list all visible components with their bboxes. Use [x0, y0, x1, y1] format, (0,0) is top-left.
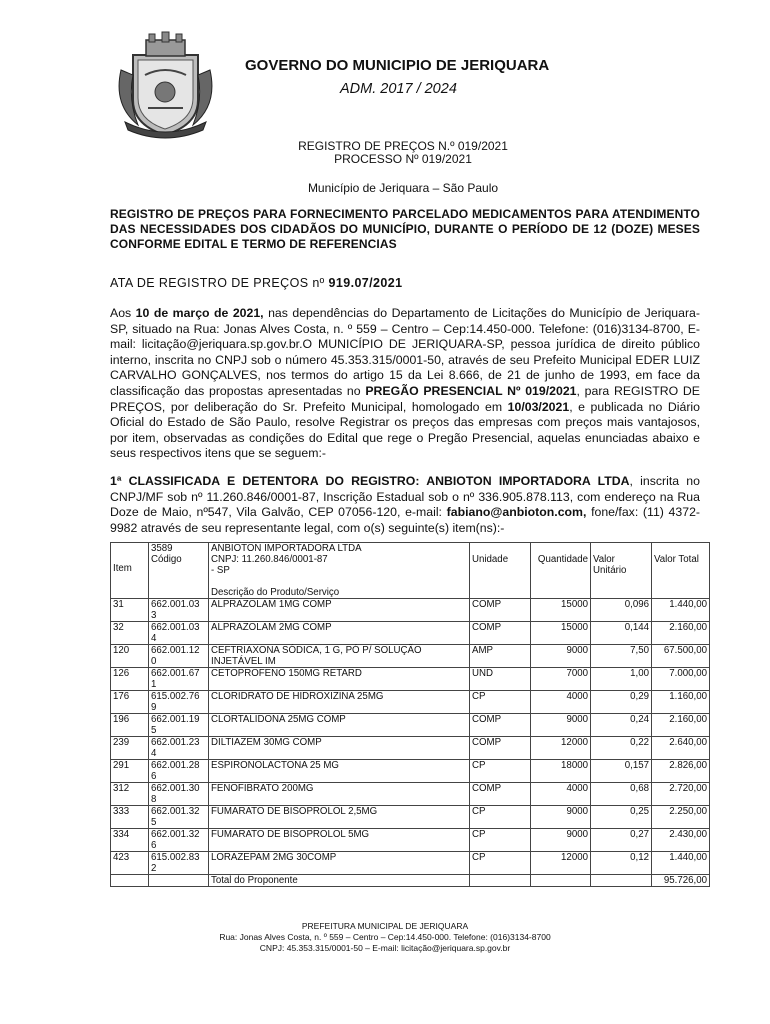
item-cell-text: 291: [113, 760, 130, 771]
registro-number: REGISTRO DE PREÇOS N.º 019/2021: [298, 139, 508, 153]
unidade-cell: [470, 829, 531, 852]
municipal-crest: [113, 30, 218, 140]
header-quantidade: [531, 543, 591, 599]
codigo-cell-text: 662.001.12: [151, 645, 200, 656]
quantidade-cell: [531, 760, 591, 783]
total-value: 95.726,00: [652, 875, 710, 887]
description-cell: [209, 668, 470, 691]
item-cell: [111, 599, 149, 622]
table-row: [111, 829, 710, 852]
items-table: [110, 542, 710, 887]
codigo-cell-text-continued: 5: [151, 817, 157, 828]
table-row: [111, 737, 710, 760]
quantidade-cell-text: 18000: [561, 760, 588, 771]
table-row: [111, 645, 710, 668]
unidade-cell-text: CP: [472, 806, 486, 817]
description-cell-text: FUMARATO DE BISOPROLOL 2,5MG: [211, 806, 378, 817]
valor-total-cell-text: 2.430,00: [669, 829, 707, 840]
valor-total-cell: [652, 783, 710, 806]
valor-unitario-cell: [591, 599, 652, 622]
valor-total-cell: [652, 691, 710, 714]
quantidade-cell: [531, 599, 591, 622]
p1-homolog-date: 10/03/2021: [507, 399, 570, 414]
p2-text-a: , inscrita no CNPJ/MF sob nº 11.260.846/0001-87, Inscrição Estadual sob o nº 336.905.878.113, com endereço na Rua Doze de Maio, nº547, Vila Galvão, CEP 07056-120, e-mail:: [110, 474, 700, 520]
description-cell: [209, 829, 470, 852]
description-cell: [209, 645, 470, 668]
quantidade-cell: [531, 852, 591, 875]
quantidade-cell-text: 9000: [566, 645, 588, 656]
codigo-cell: [149, 783, 209, 806]
codigo-cell: [149, 737, 209, 760]
description-cell-text: DILTIAZEM 30MG COMP: [211, 737, 322, 748]
valor-unitario-cell: [591, 691, 652, 714]
footer-address: Rua: Jonas Alves Costa, n. º 559 – Centro – Cep:14.450-000. Telefone: (016)3134-8700: [219, 932, 551, 942]
description-cell-text: CLORIDRATO DE HIDROXIZINA 25MG: [211, 691, 384, 702]
codigo-cell-text: 662.001.03: [151, 599, 200, 610]
table-row: [111, 760, 710, 783]
codigo-cell: [149, 691, 209, 714]
header-description: [209, 543, 470, 599]
valor-total-cell: [652, 622, 710, 645]
valor-total-cell: [652, 806, 710, 829]
item-cell: [111, 806, 149, 829]
description-cell: [209, 599, 470, 622]
valor-unitario-cell: [591, 737, 652, 760]
description-cell-text: ALPRAZOLAM 2MG COMP: [211, 622, 332, 633]
unidade-cell-text: UND: [472, 668, 493, 679]
quantidade-cell: [531, 737, 591, 760]
quantidade-cell-text: 12000: [561, 737, 588, 748]
valor-total-cell-text: 2.160,00: [669, 714, 707, 725]
codigo-cell-text: 615.002.83: [151, 852, 200, 863]
valor-unitario-cell: [591, 668, 652, 691]
unidade-cell: [470, 714, 531, 737]
total-empty-6: [591, 875, 652, 887]
item-cell: [111, 668, 149, 691]
header-unidade-label: Unidade: [472, 554, 509, 565]
valor-unitario-cell: [591, 806, 652, 829]
description-cell: [209, 806, 470, 829]
unidade-cell-text: COMP: [472, 622, 502, 633]
description-cell-text: ALPRAZOLAM 1MG COMP: [211, 599, 332, 610]
description-cell-text: CLORTALIDONA 25MG COMP: [211, 714, 346, 725]
description-cell: [209, 622, 470, 645]
codigo-cell: [149, 599, 209, 622]
valor-total-cell: [652, 829, 710, 852]
unidade-cell-text: COMP: [472, 737, 502, 748]
header-codigo: [149, 543, 209, 599]
header-company: ANBIOTON IMPORTADORA LTDA: [211, 543, 362, 554]
valor-unitario-cell-text: 0,29: [630, 691, 649, 702]
description-cell-text: ESPIRONOLACTONA 25 MG: [211, 760, 339, 771]
codigo-cell-text-continued: 0: [151, 656, 157, 667]
header-unitario-label: Unitário: [593, 565, 627, 576]
codigo-cell: [149, 645, 209, 668]
total-empty-2: [149, 875, 209, 887]
quantidade-cell: [531, 783, 591, 806]
footer-title: PREFEITURA MUNICIPAL DE JERIQUARA: [301, 921, 469, 931]
p2-email: fabiano@anbioton.com,: [446, 505, 587, 520]
header-valor-unitario: [591, 543, 652, 599]
item-cell: [111, 783, 149, 806]
administration-period: ADM. 2017 / 2024: [340, 81, 457, 97]
codigo-cell-text-continued: 8: [151, 794, 157, 805]
quantidade-cell: [531, 645, 591, 668]
quantidade-cell-text: 15000: [561, 622, 588, 633]
valor-total-cell: [652, 737, 710, 760]
valor-total-cell: [652, 668, 710, 691]
table-row: [111, 691, 710, 714]
total-empty-4: [470, 875, 531, 887]
unidade-cell: [470, 645, 531, 668]
description-cell: [209, 783, 470, 806]
codigo-cell-text: 662.001.03: [151, 622, 200, 633]
table-row: [111, 714, 710, 737]
table-row: [111, 599, 710, 622]
unidade-cell-text: AMP: [472, 645, 493, 656]
codigo-cell-text-continued: 6: [151, 840, 157, 851]
valor-unitario-cell-text: 0,12: [630, 852, 649, 863]
valor-total-cell-text: 2.720,00: [669, 783, 707, 794]
classification-paragraph: [110, 474, 700, 536]
valor-total-cell: [652, 645, 710, 668]
valor-unitario-cell-text: 0,27: [630, 829, 649, 840]
unidade-cell-text: COMP: [472, 783, 502, 794]
total-empty-5: [531, 875, 591, 887]
ata-number: 919.07/2021: [328, 276, 403, 290]
item-cell: [111, 622, 149, 645]
codigo-cell: [149, 714, 209, 737]
codigo-cell-text: 662.001.19: [151, 714, 200, 725]
valor-total-cell-text: 1.160,00: [669, 691, 707, 702]
item-cell: [111, 829, 149, 852]
unidade-cell-text: CP: [472, 852, 486, 863]
description-cell-text: CEFTRIAXONA SÓDICA, 1 G, PÓ P/ SOLUÇÃO: [211, 645, 422, 656]
table-row: [111, 668, 710, 691]
header-item-label: Item: [113, 563, 132, 574]
valor-unitario-cell: [591, 783, 652, 806]
valor-total-cell-text: 2.160,00: [669, 622, 707, 633]
quantidade-cell-text: 9000: [566, 714, 588, 725]
description-cell: [209, 691, 470, 714]
valor-unitario-cell: [591, 760, 652, 783]
unidade-cell: [470, 599, 531, 622]
p1-text-b: nas dependências do Departamento de Licitações do Município de Jeriquara-SP, situado na Rua: Jonas Alves Costa, n. º 559 – Centro – Cep:14.450-000. Telefone: (016)3134-8700, E-mail: licitação@jeriquara.sp.gov.br.O MUNICÍPIO DE JERIQUARA-SP, pessoa jurídica de direito público interno, inscrita no CNPJ sob o número 45.353.315/0001-50, através de seu Prefeito Municipal EDER LUIZ CARVALHO GONÇALVES, nos termos do artigo 15 da Lei 8.666, de 21 de junho de 1993, em face da classificação das propostas apresentadas no: [110, 306, 700, 398]
item-cell: [111, 691, 149, 714]
quantidade-cell: [531, 691, 591, 714]
subject-heading: REGISTRO DE PREÇOS PARA FORNECIMENTO PARCELADO MEDICAMENTOS PARA ATENDIMENTO DAS NECESSIDADES DOS CIDADÃOS DO MUNICÍPIO, DURANTE O PERÍODO DE 12 (DOZE) MESES CONFORME EDITAL E TERMO DE REFERENCIAS: [110, 207, 700, 251]
unidade-cell-text: COMP: [472, 599, 502, 610]
quantidade-cell-text: 15000: [561, 599, 588, 610]
valor-unitario-cell-text: 0,144: [624, 622, 649, 633]
valor-total-cell-text: 1.440,00: [669, 852, 707, 863]
quantidade-cell-text: 9000: [566, 829, 588, 840]
codigo-cell-text: 662.001.28: [151, 760, 200, 771]
header-codigo-label: Código: [151, 554, 182, 565]
total-label: Total do Proponente: [209, 875, 470, 887]
item-cell-text: 120: [113, 645, 130, 656]
table-row: [111, 622, 710, 645]
valor-unitario-cell-text: 1,00: [630, 668, 649, 679]
header-number: 3589: [151, 543, 173, 554]
valor-unitario-cell-text: 0,22: [630, 737, 649, 748]
codigo-cell: [149, 760, 209, 783]
header-qtd-label: Quantidade: [537, 554, 588, 565]
quantidade-cell: [531, 622, 591, 645]
table-row: [111, 783, 710, 806]
table-total-row: [111, 875, 710, 887]
unidade-cell: [470, 622, 531, 645]
footer-contact: CNPJ: 45.353.315/0001-50 – E-mail: licitação@jeriquara.sp.gov.br: [259, 943, 511, 953]
codigo-cell: [149, 852, 209, 875]
item-cell-text: 196: [113, 714, 130, 725]
unidade-cell: [470, 737, 531, 760]
header-unidade: [470, 543, 531, 599]
valor-total-cell-text: 2.250,00: [669, 806, 707, 817]
government-title: GOVERNO DO MUNICIPIO DE JERIQUARA: [245, 57, 550, 74]
codigo-cell: [149, 668, 209, 691]
valor-total-cell: [652, 760, 710, 783]
description-cell-text: FUMARATO DE BISOPROLOL 5MG: [211, 829, 370, 840]
unidade-cell: [470, 668, 531, 691]
header-valor-total: [652, 543, 710, 599]
item-cell-text: 334: [113, 829, 130, 840]
unidade-cell-text: COMP: [472, 714, 502, 725]
valor-total-cell: [652, 852, 710, 875]
codigo-cell-text-continued: 4: [151, 633, 157, 644]
unidade-cell-text: CP: [472, 691, 486, 702]
p1-text-c: , para REGISTRO DE PREÇOS, por deliberação do Sr. Prefeito Municipal, homologado em: [110, 383, 700, 414]
valor-unitario-cell-text: 0,24: [630, 714, 649, 725]
item-cell: [111, 737, 149, 760]
table-row: [111, 852, 710, 875]
valor-unitario-cell-text: 0,68: [630, 783, 649, 794]
quantidade-cell-text: 9000: [566, 806, 588, 817]
unidade-cell-text: CP: [472, 760, 486, 771]
description-cell: [209, 852, 470, 875]
description-cell: [209, 714, 470, 737]
p1-pregao: PREGÃO PRESENCIAL Nº 019/2021: [365, 383, 577, 398]
p2-text-b: fone/fax: (11) 4372-9982 através de seu representante legal, com o(s) seguinte(s) item(ns):-: [110, 505, 701, 535]
valor-total-cell-text: 7.000,00: [669, 668, 707, 679]
codigo-cell-text-continued: 9: [151, 702, 157, 713]
item-cell-text: 239: [113, 737, 130, 748]
ata-title: [110, 276, 402, 290]
valor-unitario-cell-text: 7,50: [630, 645, 649, 656]
item-cell-text: 333: [113, 806, 130, 817]
item-cell-text: 312: [113, 783, 130, 794]
description-cell-text: LORAZEPAM 2MG 30COMP: [211, 852, 337, 863]
municipio-line: Município de Jeriquara – São Paulo: [307, 181, 499, 195]
valor-unitario-cell: [591, 852, 652, 875]
unidade-cell: [470, 783, 531, 806]
ata-prefix: ATA DE REGISTRO DE PREÇOS nº: [110, 276, 329, 290]
quantidade-cell-text: 7000: [566, 668, 588, 679]
item-cell-text: 126: [113, 668, 130, 679]
codigo-cell-text-continued: 6: [151, 771, 157, 782]
codigo-cell-text: 662.001.23: [151, 737, 200, 748]
valor-total-cell: [652, 714, 710, 737]
valor-total-cell-text: 2.640,00: [669, 737, 707, 748]
codigo-cell-text-continued: 2: [151, 863, 157, 874]
codigo-cell-text-continued: 3: [151, 610, 157, 621]
unidade-cell: [470, 760, 531, 783]
valor-total-cell-text: 67.500,00: [663, 645, 707, 656]
item-cell-text: 176: [113, 691, 130, 702]
description-cell: [209, 760, 470, 783]
description-cell: [209, 737, 470, 760]
codigo-cell-text: 662.001.30: [151, 783, 200, 794]
quantidade-cell: [531, 829, 591, 852]
intro-paragraph: [110, 306, 700, 462]
item-cell: [111, 714, 149, 737]
table-header-row: [111, 543, 710, 599]
codigo-cell: [149, 622, 209, 645]
p1-date: 10 de março de 2021,: [135, 306, 264, 320]
unidade-cell: [470, 806, 531, 829]
header-item: [111, 543, 149, 599]
header-valor-label: Valor: [593, 554, 615, 565]
item-cell-text: 423: [113, 852, 130, 863]
header-total-label: Valor Total: [654, 554, 699, 565]
unidade-cell-text: CP: [472, 829, 486, 840]
quantidade-cell-text: 12000: [561, 852, 588, 863]
description-cell-text-continued: INJETÁVEL IM: [211, 656, 276, 667]
item-cell: [111, 852, 149, 875]
valor-unitario-cell: [591, 829, 652, 852]
quantidade-cell-text: 4000: [566, 691, 588, 702]
item-cell-text: 31: [113, 599, 124, 610]
codigo-cell-text-continued: 4: [151, 748, 157, 759]
valor-total-cell-text: 1.440,00: [669, 599, 707, 610]
header-sp: - SP: [211, 565, 230, 576]
total-empty-1: [111, 875, 149, 887]
valor-unitario-cell: [591, 645, 652, 668]
quantidade-cell: [531, 714, 591, 737]
table-row: [111, 806, 710, 829]
description-cell-text: CETOPROFENO 150MG RETARD: [211, 668, 362, 679]
item-cell: [111, 645, 149, 668]
valor-unitario-cell-text: 0,157: [624, 760, 649, 771]
valor-unitario-cell-text: 0,096: [624, 599, 649, 610]
unidade-cell: [470, 691, 531, 714]
quantidade-cell: [531, 806, 591, 829]
codigo-cell-text: 662.001.32: [151, 806, 200, 817]
header-desc-label: Descrição do Produto/Serviço: [211, 587, 340, 598]
p2-company-heading: 1ª CLASSIFICADA E DETENTORA DO REGISTRO: ANBIOTON IMPORTADORA LTDA: [110, 474, 630, 488]
codigo-cell-text-continued: 5: [151, 725, 157, 736]
p1-text-d: , e publicada no Diário Oficial do Estado de São Paulo, resolve Registrar os preços das empresas com preços mais vantajosos, por item, observadas as condições do Edital que rege o Pregão Presencial, aquelas enunciadas abaixo e seus respectivos itens que se seguem:-: [110, 399, 700, 461]
valor-unitario-cell: [591, 714, 652, 737]
codigo-cell-text: 662.001.32: [151, 829, 200, 840]
codigo-cell-text: 662.001.67: [151, 668, 200, 679]
valor-total-cell-text: 2.826,00: [669, 760, 707, 771]
description-cell-text: FENOFIBRATO 200MG: [211, 783, 314, 794]
valor-unitario-cell: [591, 622, 652, 645]
p1-text-a: Aos: [110, 306, 136, 320]
valor-total-cell: [652, 599, 710, 622]
quantidade-cell: [531, 668, 591, 691]
quantidade-cell-text: 4000: [566, 783, 588, 794]
processo-number: PROCESSO Nº 019/2021: [334, 152, 472, 166]
unidade-cell: [470, 852, 531, 875]
codigo-cell-text-continued: 1: [151, 679, 157, 690]
header-cnpj: CNPJ: 11.260.846/0001-87: [211, 554, 328, 565]
codigo-cell: [149, 829, 209, 852]
item-cell: [111, 760, 149, 783]
codigo-cell: [149, 806, 209, 829]
valor-unitario-cell-text: 0,25: [630, 806, 649, 817]
item-cell-text: 32: [113, 622, 124, 633]
codigo-cell-text: 615.002.76: [151, 691, 200, 702]
